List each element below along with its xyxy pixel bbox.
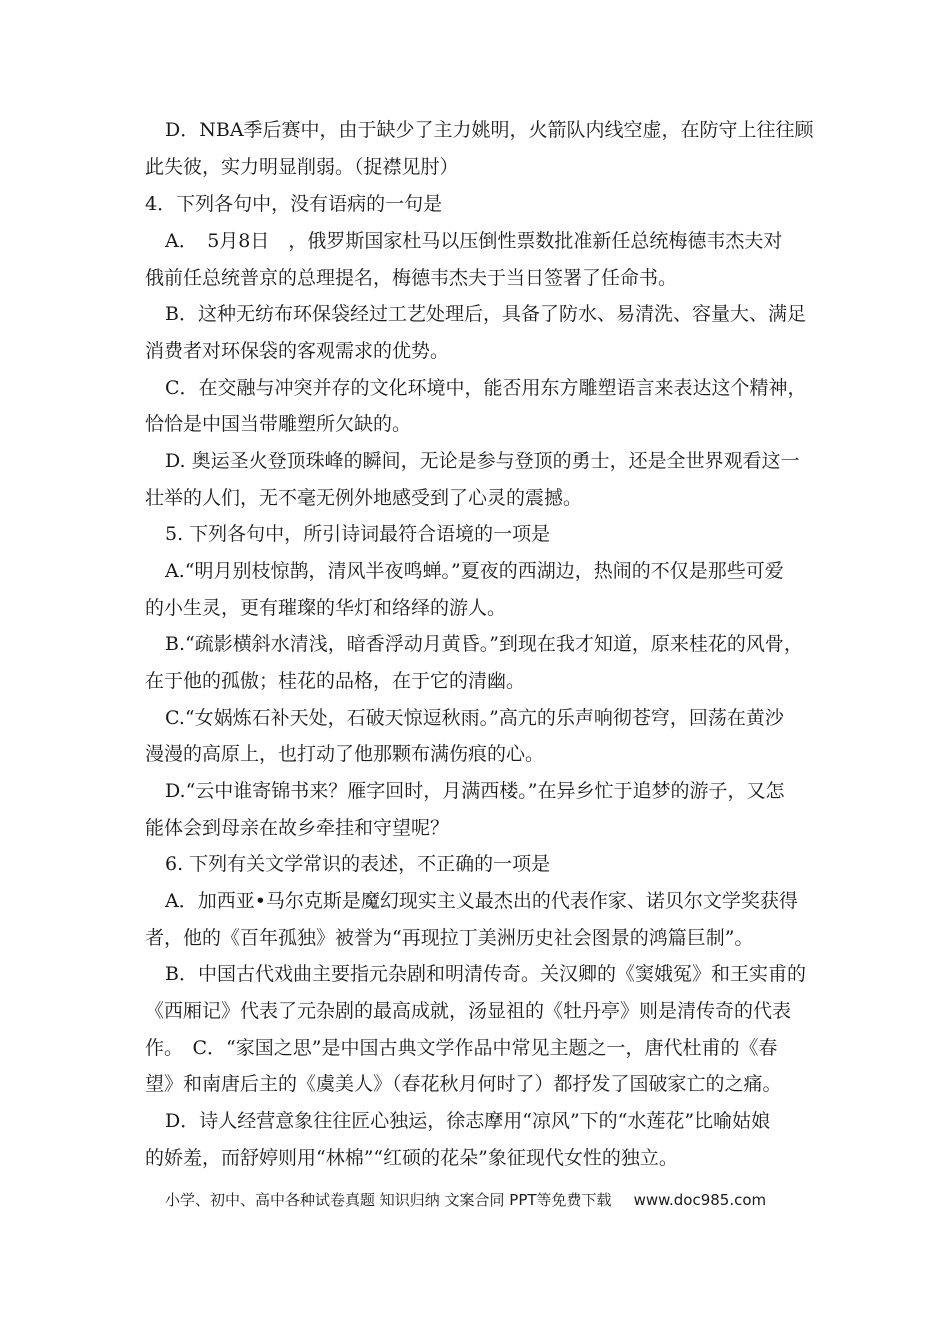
question-heading: 5. 下列各句中，所引诗词最符合语境的一项是	[165, 523, 551, 545]
text-line: 漫漫的高原上，也打动了他那颗布满伤痕的心。	[145, 743, 545, 765]
option-line: D. 奥运圣火登顶珠峰的瞬间，无论是参与登顶的勇士，还是全世界观看这一	[165, 450, 800, 472]
text-line: 者，他的《百年孤独》被誉为“再现拉丁美洲历史社会图景的鸿篇巨制”。	[145, 927, 754, 949]
question-heading: 4．下列各句中，没有语病的一句是	[145, 193, 443, 215]
text-line: 作。 C．“家国之思”是中国古典文学作品中常见主题之一，唐代杜甫的《春	[145, 1037, 778, 1059]
text-line: 俄前任总统普京的总理提名，梅德韦杰夫于当日签署了任命书。	[145, 267, 678, 289]
text-line: 此失彼，实力明显削弱。（捉襟见肘）	[145, 156, 459, 178]
page-footer	[165, 1190, 766, 1210]
option-line: B．中国古代戏曲主要指元杂剧和明清传奇。关汉卿的《窦娥冤》和王实甫的	[165, 963, 806, 985]
text-line: 的娇羞，而舒婷则用“林棉”“红硕的花朵”象征现代女性的独立。	[145, 1147, 678, 1169]
text-line: 消费者对环保袋的客观需求的优势。	[145, 340, 450, 362]
footer-site-link[interactable]: www.doc985.com	[633, 1191, 767, 1209]
text-line: 望》和南唐后主的《虞美人》（春花秋月何时了）都抒发了国破家亡的之痛。	[145, 1073, 782, 1095]
option-line: A． 5月8日 ，俄罗斯国家杜马以压倒性票数批准新任总统梅德韦杰夫对	[165, 230, 783, 252]
option-line: C．在交融与冲突并存的文化环境中，能否用东方雕塑语言来表达这个精神，	[165, 377, 807, 399]
option-line: A.“明月别枝惊鹊，清风半夜鸣蝉。”夏夜的西湖边，热闹的不仅是那些可爱	[165, 560, 784, 582]
text-line: 壮举的人们，无不毫无例外地感受到了心灵的震撼。	[145, 487, 583, 509]
option-line: A．加西亚•马尔克斯是魔幻现实主义最杰出的代表作家、诺贝尔文学奖获得	[165, 890, 798, 912]
question-heading: 6. 下列有关文学常识的表述，不正确的一项是	[165, 853, 551, 875]
text-line: 在于他的孤傲；桂花的品格，在于它的清幽。	[145, 670, 526, 692]
text-line: 《西厢记》代表了元杂剧的最高成就，汤显祖的《牡丹亭》则是清传奇的代表	[145, 1000, 792, 1022]
text-line: 恰恰是中国当带雕塑所欠缺的。	[145, 413, 412, 435]
option-line: D．诗人经营意象往往匠心独运，徐志摩用“凉风”下的“水莲花”比喻姑娘	[165, 1110, 771, 1132]
option-line: D.“云中谁寄锦书来？雁字回时，月满西楼。”在异乡忙于追梦的游子，又怎	[165, 780, 785, 802]
text-line: 能体会到母亲在故乡牵挂和守望呢？	[145, 817, 450, 839]
text-line: 的小生灵，更有璀璨的华灯和络绎的游人。	[145, 597, 507, 619]
option-line: B．这种无纺布环保袋经过工艺处理后，具备了防水、易清洗、容量大、满足	[165, 303, 806, 325]
text-line: D．NBA季后赛中，由于缺少了主力姚明，火箭队内线空虚，在防守上往往顾	[165, 119, 814, 141]
option-line: C.“女娲炼石补天处，石破天惊逗秋雨。”高亢的乐声响彻苍穹，回荡在黄沙	[165, 707, 784, 729]
footer-text: 小学、初中、高中各种试卷真题 知识归纳 文案合同 PPT等免费下载	[165, 1191, 612, 1209]
option-line: B.“疏影横斜水清浅，暗香浮动月黄昏。”到现在我才知道，原来桂花的风骨，	[165, 633, 803, 655]
